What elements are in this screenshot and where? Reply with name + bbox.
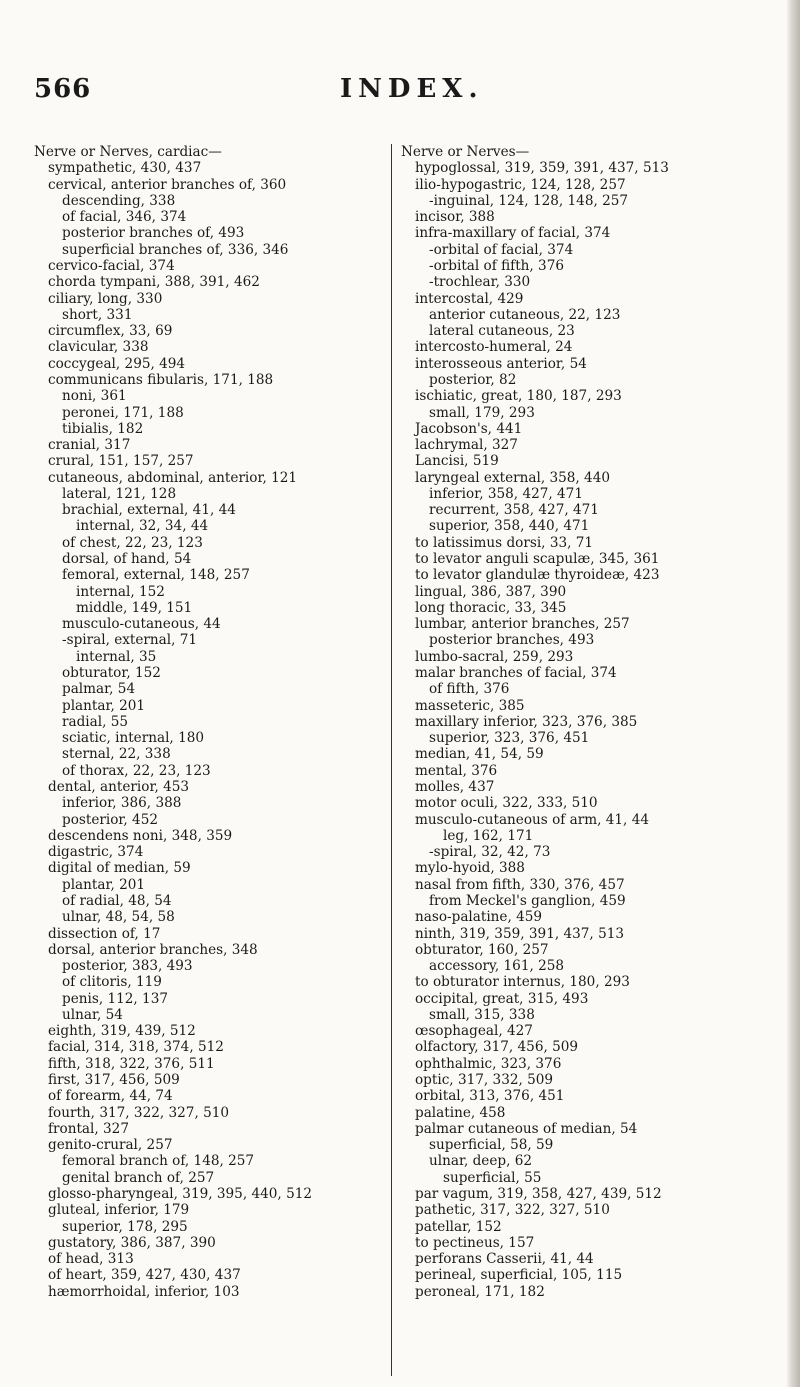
index-entry: inferior, 386, 388 [62, 795, 182, 812]
index-entry: nasal from fifth, 330, 376, 457 [415, 876, 625, 893]
index-entry: malar branches of facial, 374 [415, 665, 617, 681]
index-entry: to pectineus, 157 [415, 1234, 535, 1251]
index-entry: genito-crural, 257 [48, 1137, 173, 1154]
index-entry: cutaneous, abdominal, anterior, 121 [48, 469, 298, 486]
index-entry: ilio-hypogastric, 124, 128, 257 [415, 176, 626, 193]
index-entry: intercostal, 429 [415, 290, 524, 307]
index-entry: -orbital of fifth, 376 [429, 257, 565, 274]
index-entry: -trochlear, 330 [429, 274, 531, 291]
index-entry: cervico-facial, 374 [48, 257, 175, 274]
index-entry: hypoglossal, 319, 359, 391, 437, 513 [415, 160, 669, 177]
index-entry: digital of median, 59 [48, 860, 191, 877]
index-entry: perineal, superficial, 105, 115 [415, 1267, 623, 1284]
index-entry: sternal, 22, 338 [62, 746, 171, 763]
index-entry: of clitoris, 119 [62, 974, 162, 991]
index-entry: plantar, 201 [62, 697, 146, 714]
index-entry: laryngeal external, 358, 440 [415, 469, 611, 486]
index-entry: masseteric, 385 [415, 697, 525, 714]
index-entry: gluteal, inferior, 179 [48, 1202, 190, 1219]
index-entry: brachial, external, 41, 44 [62, 502, 236, 519]
index-entry: intercosto-humeral, 24 [415, 339, 573, 356]
index-entry: inferior, 358, 427, 471 [429, 485, 583, 502]
index-entry: superficial branches of, 336, 346 [62, 241, 289, 258]
index-entry: femoral branch of, 148, 257 [62, 1153, 255, 1170]
index-entry: to levator anguli scapulæ, 345, 361 [415, 551, 660, 568]
index-entry: obturator, 152 [62, 665, 161, 681]
index-entry: par vagum, 319, 358, 427, 439, 512 [415, 1186, 662, 1202]
index-entry: peronei, 171, 188 [62, 404, 184, 421]
index-entry: olfactory, 317, 456, 509 [415, 1039, 579, 1056]
index-entry: descending, 338 [62, 192, 176, 209]
index-entry: to obturator internus, 180, 293 [415, 974, 630, 991]
index-entry: mylo-hyoid, 388 [415, 860, 525, 877]
index-entry: short, 331 [62, 306, 133, 323]
index-entry: of facial, 346, 374 [62, 209, 187, 226]
index-entry: descendens noni, 348, 359 [48, 827, 233, 844]
running-title: INDEX. [340, 74, 484, 104]
index-entry: obturator, 160, 257 [415, 941, 549, 958]
index-entry: superficial, 58, 59 [429, 1137, 554, 1154]
index-entry: coccygeal, 295, 494 [48, 355, 186, 372]
index-entry: lateral cutaneous, 23 [429, 323, 575, 340]
index-entry: cervical, anterior branches of, 360 [48, 176, 287, 193]
index-entry: to levator glandulæ thyroideæ, 423 [415, 567, 660, 584]
index-entry: of chest, 22, 23, 123 [62, 534, 203, 551]
index-entry: patellar, 152 [415, 1218, 502, 1235]
left-index-column [34, 144, 409, 1300]
page-number: 566 [34, 74, 92, 104]
index-entry: Lancisi, 519 [415, 453, 499, 470]
page-edge-shadow [786, 0, 800, 1387]
index-entry: femoral, external, 148, 257 [62, 567, 250, 584]
index-entry: fifth, 318, 322, 376, 511 [48, 1055, 215, 1072]
index-entry: lumbo-sacral, 259, 293 [415, 648, 574, 665]
index-entry: posterior branches of, 493 [62, 225, 245, 242]
index-entry: of thorax, 22, 23, 123 [62, 762, 211, 779]
index-entry: orbital, 313, 376, 451 [415, 1088, 565, 1105]
index-entry: ciliary, long, 330 [48, 290, 163, 307]
index-entry: œsophageal, 427 [415, 1023, 533, 1040]
index-entry: maxillary inferior, 323, 376, 385 [415, 713, 638, 730]
index-entry: fourth, 317, 322, 327, 510 [48, 1104, 230, 1121]
index-entry: clavicular, 338 [48, 339, 149, 356]
page-header [0, 74, 800, 114]
index-entry: -spiral, external, 71 [62, 632, 198, 649]
index-entry: accessory, 161, 258 [429, 958, 565, 975]
index-entry: infra-maxillary of facial, 374 [415, 225, 611, 242]
index-entry: perforans Casserii, 41, 44 [415, 1251, 594, 1268]
index-entry: internal, 152 [76, 583, 165, 600]
index-entry: penis, 112, 137 [62, 990, 169, 1007]
index-entry: chorda tympani, 388, 391, 462 [48, 274, 260, 291]
index-entry: middle, 149, 151 [76, 599, 193, 616]
index-entry: anterior cutaneous, 22, 123 [429, 306, 621, 323]
index-entry: lingual, 386, 387, 390 [415, 583, 567, 600]
index-entry: radial, 55 [62, 713, 129, 730]
index-entry: optic, 317, 332, 509 [415, 1072, 554, 1089]
index-entry: interosseous anterior, 54 [415, 355, 587, 372]
index-entry: tibialis, 182 [62, 420, 144, 437]
index-entry: incisor, 388 [415, 209, 495, 226]
index-entry: median, 41, 54, 59 [415, 746, 544, 763]
index-entry: pathetic, 317, 322, 327, 510 [415, 1202, 610, 1219]
index-entry: occipital, great, 315, 493 [415, 990, 589, 1007]
index-entry: genital branch of, 257 [62, 1169, 215, 1186]
index-entry: cranial, 317 [48, 437, 131, 454]
index-entry: -inguinal, 124, 128, 148, 257 [429, 192, 629, 209]
index-entry: of heart, 359, 427, 430, 437 [48, 1267, 241, 1284]
index-entry: internal, 35 [76, 648, 157, 665]
index-entry: superior, 178, 295 [62, 1218, 188, 1235]
index-entry: -orbital of facial, 374 [429, 241, 574, 258]
index-entry: Nerve or Nerves, cardiac— [34, 144, 222, 160]
index-entry: frontal, 327 [48, 1120, 129, 1137]
index-entry: ulnar, deep, 62 [429, 1153, 533, 1170]
index-entry: palatine, 458 [415, 1104, 506, 1121]
index-entry: posterior, 82 [429, 371, 517, 388]
index-entry: noni, 361 [62, 388, 127, 405]
index-entry: Nerve or Nerves— [401, 144, 530, 160]
index-entry: -spiral, 32, 42, 73 [429, 844, 551, 861]
index-entry: motor oculi, 322, 333, 510 [415, 795, 598, 812]
index-entry: superficial, 55 [443, 1169, 542, 1186]
index-entry: sympathetic, 430, 437 [48, 160, 202, 177]
index-entry: ulnar, 48, 54, 58 [62, 909, 175, 926]
index-entry: dorsal, anterior branches, 348 [48, 941, 258, 958]
index-entry: gustatory, 386, 387, 390 [48, 1234, 216, 1251]
index-entry: long thoracic, 33, 345 [415, 599, 567, 616]
index-entry: communicans fibularis, 171, 188 [48, 371, 274, 388]
index-entry: circumflex, 33, 69 [48, 323, 173, 340]
index-entry: dorsal, of hand, 54 [62, 551, 192, 568]
index-entry: Jacobson's, 441 [415, 420, 523, 437]
index-entry: plantar, 201 [62, 876, 146, 893]
index-entry: palmar, 54 [62, 681, 136, 698]
index-entry: glosso-pharyngeal, 319, 395, 440, 512 [48, 1186, 313, 1202]
index-entry: digastric, 374 [48, 844, 144, 861]
index-entry: dental, anterior, 453 [48, 778, 190, 795]
index-entry: hæmorrhoidal, inferior, 103 [48, 1283, 240, 1300]
index-entry: of forearm, 44, 74 [48, 1088, 173, 1105]
index-entry: ischiatic, great, 180, 187, 293 [415, 388, 622, 405]
index-entry: lateral, 121, 128 [62, 485, 177, 502]
index-entry: peroneal, 171, 182 [415, 1283, 545, 1300]
index-entry: posterior, 383, 493 [62, 958, 193, 975]
index-entry: facial, 314, 318, 374, 512 [48, 1039, 224, 1056]
index-entry: eighth, 319, 439, 512 [48, 1023, 196, 1040]
index-entry: lachrymal, 327 [415, 437, 518, 454]
index-entry: musculo-cutaneous, 44 [62, 616, 221, 633]
index-entry: ophthalmic, 323, 376 [415, 1055, 562, 1072]
index-entry: from Meckel's ganglion, 459 [429, 892, 626, 909]
index-entry: of head, 313 [48, 1251, 134, 1268]
right-index-column [401, 144, 776, 1300]
index-entry: crural, 151, 157, 257 [48, 453, 194, 470]
index-entry: superior, 323, 376, 451 [429, 730, 590, 747]
index-entry: dissection of, 17 [48, 925, 161, 942]
index-entry: mental, 376 [415, 762, 498, 779]
index-entry: first, 317, 456, 509 [48, 1072, 180, 1089]
index-entry: of fifth, 376 [429, 681, 510, 698]
column-divider [391, 144, 392, 1376]
index-entry: posterior, 452 [62, 811, 158, 828]
index-entry: sciatic, internal, 180 [62, 730, 205, 747]
index-entry: naso-palatine, 459 [415, 909, 543, 926]
index-entry: to latissimus dorsi, 33, 71 [415, 534, 594, 551]
index-entry: leg, 162, 171 [443, 827, 534, 844]
index-entry: superior, 358, 440, 471 [429, 518, 590, 535]
index-entry: of radial, 48, 54 [62, 892, 172, 909]
index-entry: molles, 437 [415, 778, 495, 795]
index-entry: musculo-cutaneous of arm, 41, 44 [415, 811, 649, 828]
index-entry: ninth, 319, 359, 391, 437, 513 [415, 925, 625, 942]
index-entry: lumbar, anterior branches, 257 [415, 616, 630, 633]
index-entry: small, 179, 293 [429, 404, 535, 421]
index-entry: palmar cutaneous of median, 54 [415, 1120, 638, 1137]
index-entry: posterior branches, 493 [429, 632, 595, 649]
index-entry: recurrent, 358, 427, 471 [429, 502, 599, 519]
index-entry: ulnar, 54 [62, 1006, 123, 1023]
index-entry: internal, 32, 34, 44 [76, 518, 209, 535]
index-entry: small, 315, 338 [429, 1006, 535, 1023]
